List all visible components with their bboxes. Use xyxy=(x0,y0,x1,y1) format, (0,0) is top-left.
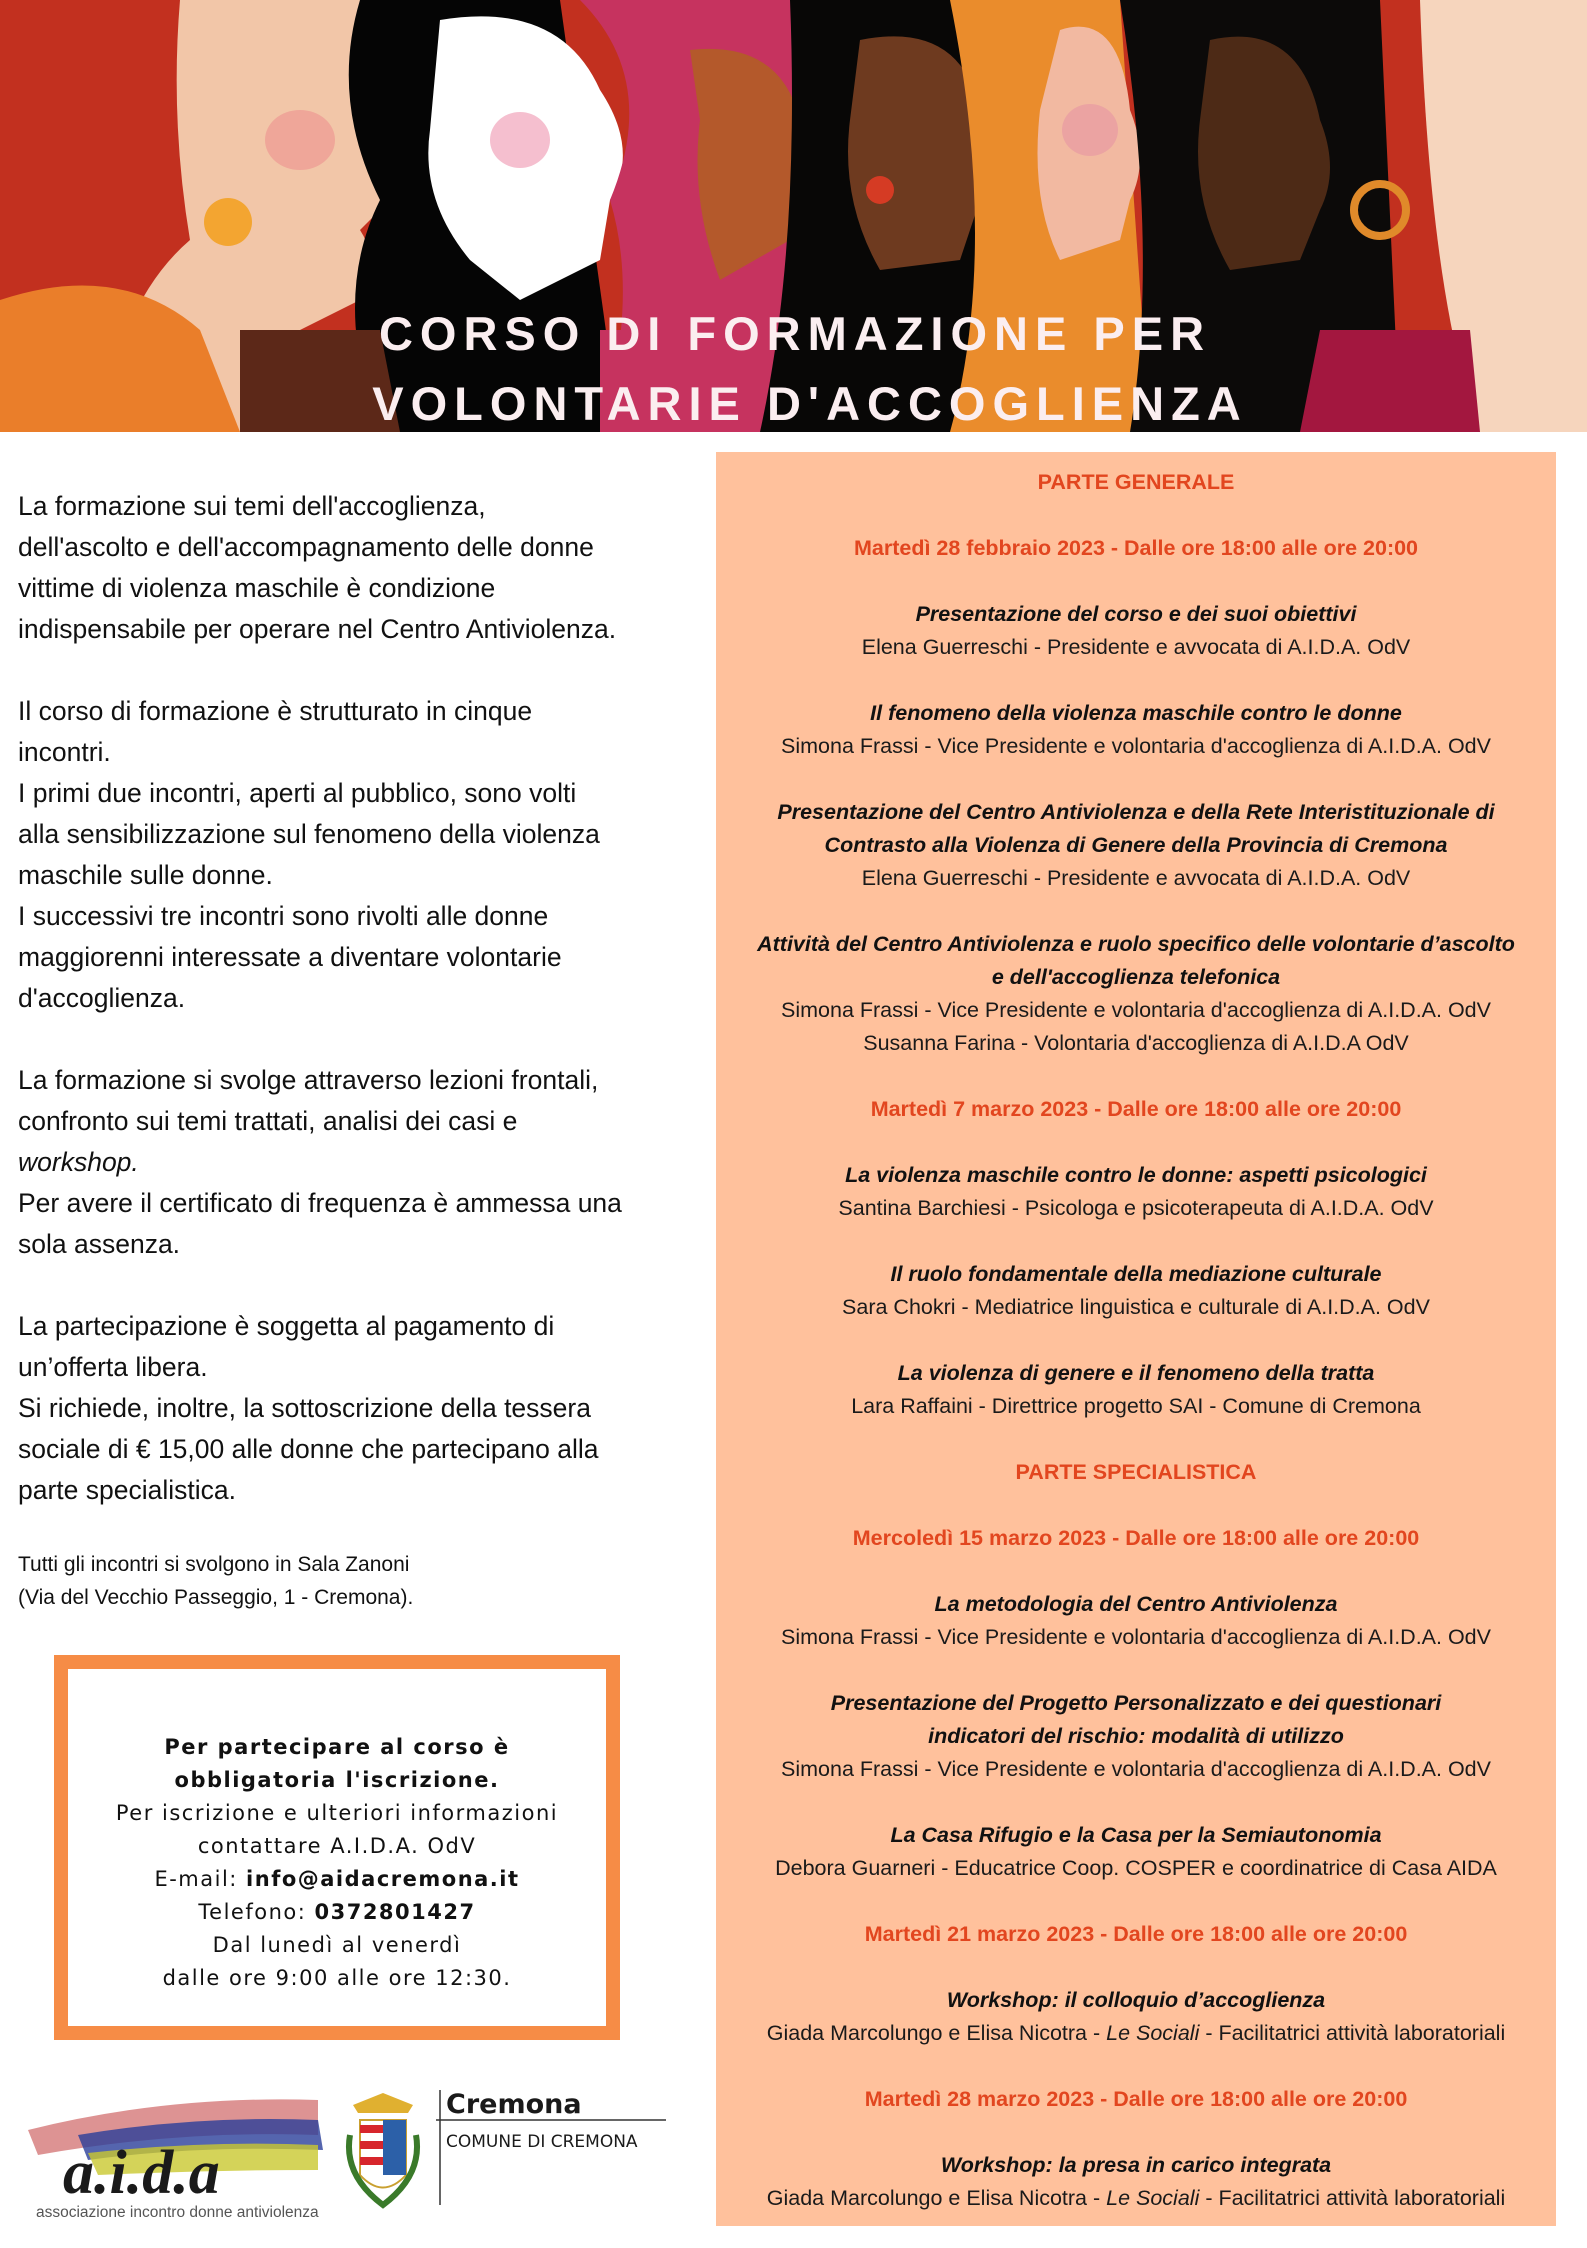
talk-speaker: Simona Frassi - Vice Presidente e volontaria d'accoglienza di A.I.D.A. OdV xyxy=(781,1625,1491,1649)
women-profiles-illustration xyxy=(0,0,1587,432)
intro-paragraph-4: La partecipazione è soggetta al pagamento di un’offerta libera. Si richiede, inoltre, la sottoscrizione della tessera sociale di € 15,00 alle donne che partecipano alla parte specialistica. xyxy=(18,1311,599,1505)
intro-paragraph-3-text-b: Per avere il certificato di frequenza è ammessa una sola assenza. xyxy=(18,1188,622,1259)
talk-title: La violenza maschile contro le donne: aspetti psicologici xyxy=(845,1163,1427,1187)
venue-info: Tutti gli incontri si svolgono in Sala Zanoni (Via del Vecchio Passeggio, 1 - Cremona). xyxy=(18,1553,414,1609)
section-title-general: PARTE GENERALE xyxy=(1037,470,1235,494)
registration-required-line-1: Per partecipare al corso è xyxy=(164,1735,510,1759)
spacer xyxy=(716,1225,1556,1258)
talk-speaker: Santina Barchiesi - Psicologa e psicoterapeuta di A.I.D.A. OdV xyxy=(838,1196,1434,1220)
spacer xyxy=(716,565,1556,598)
spacer xyxy=(716,1423,1556,1456)
talk-speaker: Simona Frassi - Vice Presidente e volontaria d'accoglienza di A.I.D.A. OdV xyxy=(781,998,1491,1022)
intro-column xyxy=(18,486,698,1655)
session-date: Mercoledì 15 marzo 2023 - Dalle ore 18:00 alle ore 20:00 xyxy=(852,1526,1420,1550)
spacer xyxy=(716,499,1556,532)
talk-speaker xyxy=(716,2017,1556,2050)
intro-paragraph-2: Il corso di formazione è strutturato in cinque incontri. I primi due incontri, aperti al pubblico, sono volti alla sensibilizzazione sul fenomeno della violenza maschile sulle donne. I successivi tre incontri sono rivolti alle donne maggiorenni interessate a diventare volontarie d'accoglienza. xyxy=(18,696,600,1013)
cremona-name: Cremona xyxy=(446,2089,582,2120)
contact-info-line-1: Per iscrizione e ulteriori informazioni xyxy=(115,1801,559,1825)
spacer xyxy=(716,1951,1556,1984)
talk-speaker: Debora Guarneri - Educatrice Coop. COSPER e coordinatrice di Casa AIDA xyxy=(775,1856,1497,1880)
session-date: Martedì 28 febbraio 2023 - Dalle ore 18:00 alle ore 20:00 xyxy=(853,536,1419,560)
office-days: Dal lunedì al venerdì xyxy=(212,1933,462,1957)
spacer xyxy=(716,664,1556,697)
talk-title: La violenza di genere e il fenomeno della tratta xyxy=(897,1361,1375,1385)
talk-speaker: Sara Chokri - Mediatrice linguistica e culturale di A.I.D.A. OdV xyxy=(842,1295,1430,1319)
spacer xyxy=(716,2116,1556,2149)
intro-paragraph-3-text-a: La formazione si svolge attraverso lezioni frontali, confronto sui temi trattati, analisi dei casi e xyxy=(18,1065,599,1136)
title-line-1: CORSO DI FORMAZIONE PER xyxy=(378,307,1212,360)
phone-number[interactable]: 0372801427 xyxy=(314,1900,476,1924)
aida-logo xyxy=(28,2099,323,2221)
session-date: Martedì 28 marzo 2023 - Dalle ore 18:00 alle ore 20:00 xyxy=(864,2087,1408,2111)
registration-required-line-2: obbligatoria l'iscrizione. xyxy=(174,1768,500,1792)
talk-speaker: Simona Frassi - Vice Presidente e volontaria d'accoglienza di A.I.D.A. OdV xyxy=(781,1757,1491,1781)
spacer xyxy=(716,1885,1556,1918)
session-date: Martedì 21 marzo 2023 - Dalle ore 18:00 alle ore 20:00 xyxy=(864,1922,1408,1946)
talk-speaker: Elena Guerreschi - Presidente e avvocata di A.I.D.A. OdV xyxy=(861,866,1411,890)
spacer xyxy=(716,2050,1556,2083)
speaker-text: - Facilitatrici attività laboratoriali xyxy=(1199,2021,1506,2045)
talk-speaker: Simona Frassi - Vice Presidente e volontaria d'accoglienza di A.I.D.A. OdV xyxy=(781,734,1491,758)
session-date: Martedì 7 marzo 2023 - Dalle ore 18:00 alle ore 20:00 xyxy=(870,1097,1402,1121)
talk-title: Attività del Centro Antiviolenza e ruolo specifico delle volontarie d’ascolto e dell'accoglienza telefonica xyxy=(757,932,1515,989)
earring-4 xyxy=(866,176,894,204)
section-title-specialist: PARTE SPECIALISTICA xyxy=(1015,1460,1257,1484)
aida-tagline: associazione incontro donne antiviolenza xyxy=(36,2204,319,2221)
workshop-emphasis: workshop. xyxy=(18,1147,139,1177)
talk-speaker: Lara Raffaini - Direttrice progetto SAI - Comune di Cremona xyxy=(851,1394,1421,1418)
talk-title: Workshop: la presa in carico integrata xyxy=(940,2153,1332,2177)
email-link[interactable]: info@aidacremona.it xyxy=(246,1867,520,1891)
speaker-text: - Facilitatrici attività laboratoriali xyxy=(1199,2186,1506,2210)
contact-info-line-2: contattare A.I.D.A. OdV xyxy=(197,1834,477,1858)
spacer xyxy=(716,2215,1556,2248)
organization-name: Le Sociali xyxy=(1106,2186,1200,2210)
talk-title: Presentazione del Centro Antiviolenza e della Rete Interistituzionale di Contrasto alla Violenza di Genere della Provincia di Cremona xyxy=(777,800,1495,857)
email-label: E-mail: xyxy=(154,1867,247,1891)
spacer xyxy=(716,1060,1556,1093)
earring-1 xyxy=(204,198,252,246)
spacer xyxy=(716,1126,1556,1159)
phone-label: Telefono: xyxy=(198,1900,315,1924)
talk-title: La Casa Rifugio e la Casa per la Semiautonomia xyxy=(890,1823,1382,1847)
talk-title: Il fenomeno della violenza maschile contro le donne xyxy=(870,701,1402,725)
office-hours: dalle ore 9:00 alle ore 12:30. xyxy=(162,1966,512,1990)
logos-svg xyxy=(18,2075,668,2225)
intro-paragraph-1: La formazione sui temi dell'accoglienza, dell'ascolto e dell'accompagnamento delle donne vittime di violenza maschile è condizione indispensabile per operare nel Centro Antiviolenza. xyxy=(18,491,617,644)
speaker-text: Giada Marcolungo e Elisa Nicotra - xyxy=(766,2186,1107,2210)
talk-speaker xyxy=(716,2182,1556,2215)
cremona-coat-of-arms-icon xyxy=(349,2093,417,2205)
speaker-text: Giada Marcolungo e Elisa Nicotra - xyxy=(766,2021,1107,2045)
title-line-2: VOLONTARIE D'ACCOGLIENZA xyxy=(372,377,1248,430)
spacer xyxy=(716,1654,1556,1687)
talk-title: Presentazione del Progetto Personalizzato e dei questionari indicatori del rischio: modalità di utilizzo xyxy=(830,1691,1442,1748)
spacer xyxy=(716,1555,1556,1588)
talk-title: Il ruolo fondamentale della mediazione culturale xyxy=(890,1262,1382,1286)
phone-row xyxy=(68,1896,606,1929)
talk-speaker: Susanna Farina - Volontaria d'accoglienza di A.I.D.A OdV xyxy=(863,1031,1409,1055)
spacer xyxy=(716,1489,1556,1522)
hero-banner xyxy=(0,0,1587,432)
spacer xyxy=(716,895,1556,928)
logos-footer xyxy=(18,2075,668,2225)
cremona-subtitle: COMUNE DI CREMONA xyxy=(446,2132,638,2152)
talk-title: Workshop: il colloquio d’accoglienza xyxy=(946,1988,1326,2012)
talk-title: Presentazione del corso e dei suoi obiettivi xyxy=(915,602,1357,626)
organization-name: Le Sociali xyxy=(1106,2021,1200,2045)
spacer xyxy=(716,1786,1556,1819)
program-panel xyxy=(716,452,1556,2226)
registration-box xyxy=(54,1655,620,2040)
intro-paragraph-3 xyxy=(18,1060,698,1265)
email-row xyxy=(68,1863,606,1896)
talk-title: La metodologia del Centro Antiviolenza xyxy=(934,1592,1338,1616)
aida-wordmark: a.i.d.a xyxy=(63,2139,220,2207)
spacer xyxy=(716,1324,1556,1357)
talk-speaker: Elena Guerreschi - Presidente e avvocata di A.I.D.A. OdV xyxy=(861,635,1411,659)
spacer xyxy=(716,763,1556,796)
